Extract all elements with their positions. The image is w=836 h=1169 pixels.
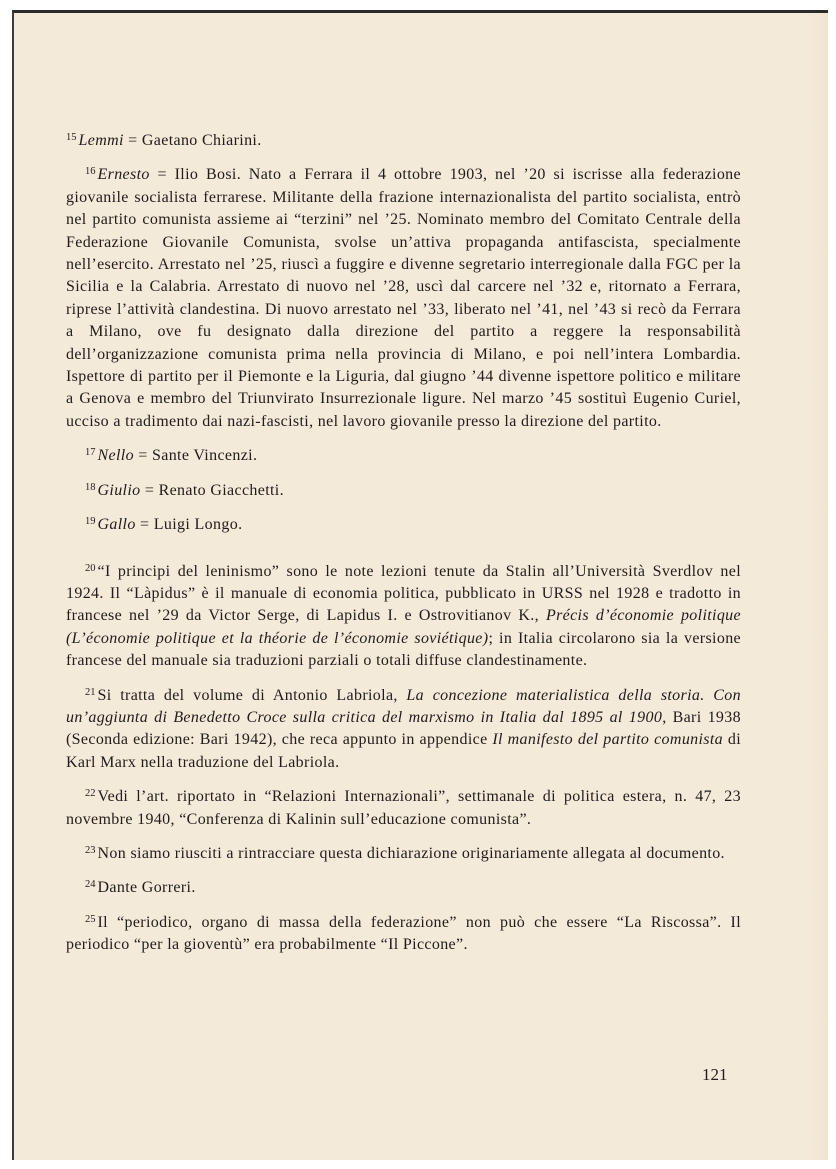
footnote-number: 22 — [85, 788, 96, 800]
pseudonym: Nello — [97, 447, 134, 465]
footnote-number: 24 — [85, 879, 96, 891]
footnote-22 — [66, 783, 741, 831]
footnote-15 — [66, 127, 741, 152]
footnote-text: di Karl Marx nella traduzione del Labriola. — [66, 731, 742, 771]
footnote-text: = Luigi Longo. — [135, 516, 243, 534]
footnote-16 — [66, 161, 741, 433]
spacer — [66, 546, 741, 558]
footnote-18 — [66, 477, 741, 502]
footnote-text: = Sante Vincenzi. — [133, 447, 258, 465]
pseudonym: Lemmi — [78, 132, 124, 149]
footnote-25 — [66, 909, 741, 957]
footnote-number: 20 — [85, 562, 96, 574]
footnote-23 — [66, 840, 741, 865]
footnote-21 — [66, 682, 741, 775]
footnote-text: , Bari 1938 (Seconda edizione: Bari 1942), che reca appunto in appendice — [66, 708, 741, 749]
footnote-text: Si tratta del volume di Antonio Labriola, — [97, 686, 407, 704]
footnote-text: = Ilio Bosi. Nato a Ferrara il 4 ottobre 1903, nel ’20 si iscrisse alla federazione giovanile socialista ferrarese. Militante della frazione internazionalista del partito socialista, entrò nel partito comunista assieme ai “terzini” nel ’25. Nominato membro del Comitato Centrale della Federazione Giovanile Comunista, svolse un’attiva propaganda antifascista, specialmente nell’esercito. Arrestato nel ’25, riuscì a fuggire e divenne segretario interregionale dalla FGC per la Sicilia e la Calabria. Arrestato di nuovo nel ’28, uscì dal carcere nel ’32 e, ritornato a Ferrara, riprese l’attività clandestina. Di nuovo arrestato nel ’33, liberato nel ’41, nel ’43 si recò da Ferrara a Milano, ove fu designato dalla direzione del partito a reggere la responsabilità dell’organizzazione comunista prima nella provincia di Milano, e poi nell’intera Lombardia. Ispettore di partito per il Piemonte e la Liguria, dal giugno ’44 divenne ispettore politico e militare a Genova e membro del Triunvirato Insurrezionale ligure. Nel marzo ’45 sostituì Eugenio Curiel, ucciso a tradimento dai nazi-fascisti, nel lavoro giovanile presso la direzione del partito. — [66, 166, 741, 430]
footnote-number: 18 — [85, 481, 96, 493]
book-title: Il manifesto del partito comunista — [492, 731, 724, 749]
footnote-24 — [66, 874, 741, 899]
footnote-text: Il “periodico, organo di massa della federazione” non può che essere “La Riscossa”. Il periodico “per la gioventù” era probabilmente “Il Piccone”. — [66, 913, 741, 954]
pseudonym: Ernesto — [97, 166, 150, 184]
footnote-number: 25 — [85, 913, 96, 925]
footnote-number: 19 — [85, 516, 96, 528]
book-page — [12, 10, 828, 1160]
footnote-number: 23 — [85, 844, 96, 856]
page-number: 121 — [702, 1065, 728, 1084]
footnote-text: “I principi del leninismo” sono le note lezioni tenute da Stalin all’Università Sverdlov nel 1924. Il “Làpidus” è il manuale di economia politica, pubblicato in URSS nel 1928 e tradotto in francese nel ’29 da Victor Serge, di Lapidus I. e Ostrovitianov K., — [66, 562, 741, 625]
book-title: La concezione materialistica della storia. Con un’aggiunta di Benedetto Croce sulla critica del marxismo in Italia dal 1895 al 1900 — [66, 686, 742, 726]
book-title: Précis d’économie politique (L’économie politique et la théorie de l’économie soviétique) — [66, 607, 741, 647]
footnote-text: Dante Gorreri. — [97, 879, 196, 897]
footnote-number: 17 — [85, 447, 96, 459]
footnote-text: Non siamo riusciti a rintracciare questa dichiarazione originariamente allegata al documento. — [97, 844, 725, 862]
footnote-text: = Renato Giacchetti. — [140, 481, 284, 499]
footnote-17 — [66, 442, 741, 467]
footnote-text: = Gaetano Chiarini. — [123, 132, 262, 149]
footnote-text: ; in Italia circolarono sia la versione francese del manuale sia traduzioni parziali o totali diffuse clandestinamente. — [66, 629, 741, 670]
footnote-number: 15 — [66, 132, 77, 143]
footnote-19 — [66, 511, 741, 536]
pseudonym: Gallo — [97, 516, 136, 534]
footnote-number: 21 — [85, 686, 96, 698]
footnote-text: Vedi l’art. riportato in “Relazioni Internazionali”, settimanale di politica estera, n. 47, 23 novembre 1940, “Conferenza di Kalinin sull’educazione comunista”. — [66, 788, 741, 828]
footnote-number: 16 — [85, 166, 96, 178]
pseudonym: Giulio — [97, 481, 141, 499]
footnotes — [66, 127, 741, 966]
footnote-20 — [66, 558, 741, 673]
